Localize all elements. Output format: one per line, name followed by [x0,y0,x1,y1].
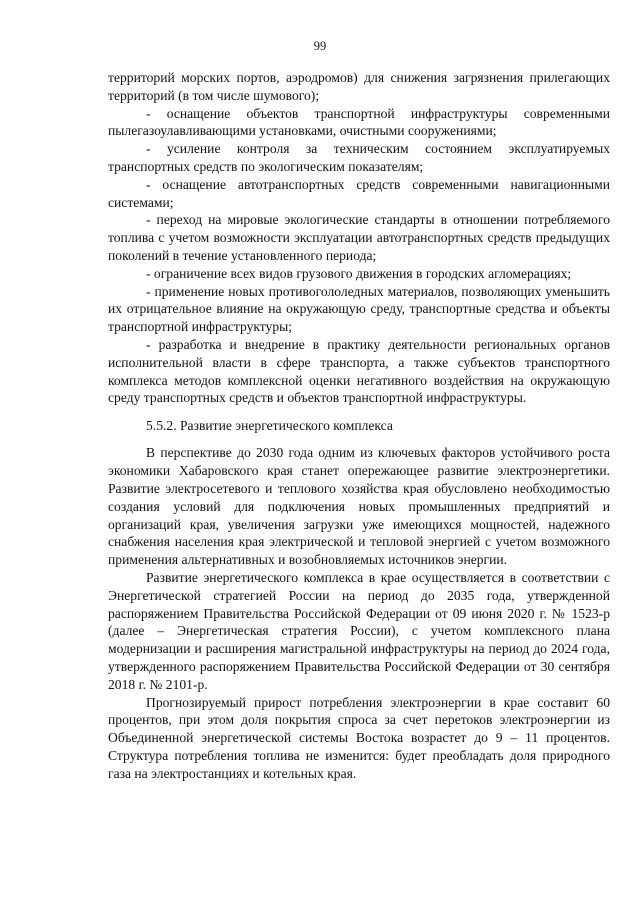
list-item: - оснащение объектов транспортной инфраструктуры современными пылегазоулавливающими установками, очистными сооружениями; [108,105,610,139]
paragraph: Прогнозируемый прирост потребления электроэнергии в крае составит 60 процентов, при этом доля покрытия спроса за счет перетоков электроэнергии из Объединенной энергетической системы Востока возрастет до 9 – 11 процентов. Структура потребления топлива не изменится: будет преобладать доля природного газа на электростанциях и котельных края. [108,694,610,781]
list-item: - применение новых противогололедных материалов, позволяющих уменьшить их отрицательное влияние на окружающую среду, транспортные средства и объекты транспортной инфраструктуры; [108,283,610,335]
page-number: 99 [313,39,327,53]
section-heading: 5.5.2. Развитие энергетического комплекса [146,417,393,433]
list-item: - разработка и внедрение в практику деятельности региональных органов исполнительной власти в сфере транспорта, а также субъектов транспортного комплекса методов комплексной оценки негативного воздействия на окружающую среду транспортных средств и объектов транспортной инфраструктуры. [108,336,610,406]
document-body [108,69,610,783]
paragraph: В перспективе до 2030 года одним из ключевых факторов устойчивого роста экономики Хабаровского края станет опережающее развитие электроэнергетики. Развитие электросетевого и теплового хозяйства края обусловлено необходимостью создания условий для подключения новых промышленных предприятий и организаций края, увеличения загрузки уже имеющихся мощностей, надежного снабжения населения края электрической и тепловой энергией с учетом возможного применения альтернативных и возобновляемых источников энергии. [108,445,610,568]
list-item: - ограничение всех видов грузового движения в городских агломерациях; [146,265,572,281]
list-item: - переход на мировые экологические стандарты в отношении потребляемого топлива с учетом возможности эксплуатации автотранспортных средств предыдущих поколений в течение установленного периода; [108,212,610,263]
paragraph: Развитие энергетического комплекса в крае осуществляется в соответствии с Энергетической стратегией России на период до 2035 года, утвержденной распоряжением Правительства Российской Федерации от 09 июня 2020 г. № 1523-р (далее – Энергетическая стратегия России), с учетом комплексного плана модернизации и расширения магистральной инфраструктуры на период до 2024 года, утвержденного распоряжением Правительства Российской Федерации от 30 сентября 2018 г. № 2101-р. [108,570,610,692]
list-item: - оснащение автотранспортных средств современными навигационными системами; [108,176,610,210]
list-item: - усиление контроля за техническим состоянием эксплуатируемых транспортных средств по экологическим показателям; [108,141,610,174]
paragraph-continuation: территорий морских портов, аэродромов) для снижения загрязнения прилегающих территорий (в том числе шумового); [108,70,610,103]
